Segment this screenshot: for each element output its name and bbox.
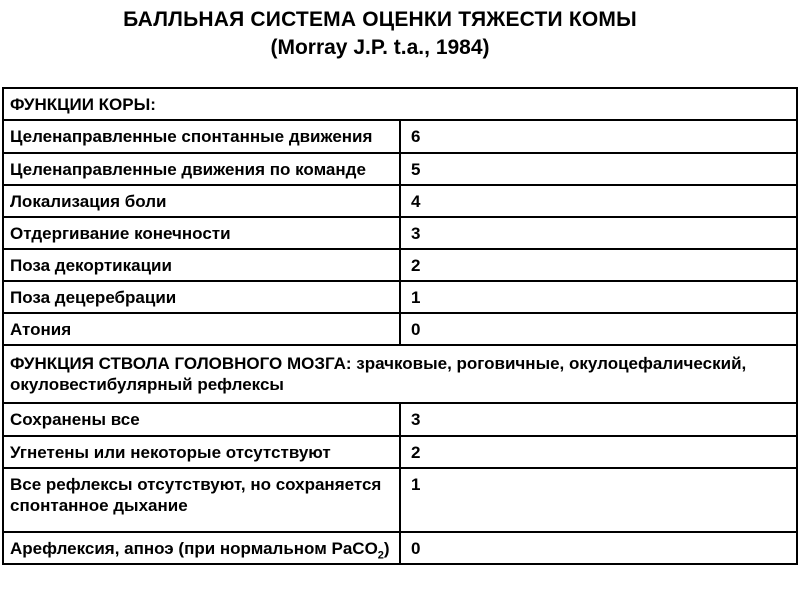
row-score: 6 [400, 120, 797, 153]
section-brainstem-label: ФУНКЦИЯ СТВОЛА ГОЛОВНОГО МОЗГА: зрачковые, роговичные, окулоцефалический, окуловестибулярный рефлексы [3, 345, 797, 403]
row-score: 2 [400, 436, 797, 468]
row-score: 1 [400, 281, 797, 313]
table-section-header [3, 88, 797, 120]
table-section-header [3, 345, 797, 403]
row-label-main: Арефлексия, апноэ (при нормальном PaCO [10, 538, 378, 558]
table-row [3, 468, 797, 532]
table-row [3, 153, 797, 185]
row-label-subscript: 2 [377, 548, 384, 561]
section-cortex-label: ФУНКЦИИ КОРЫ: [3, 88, 797, 120]
table-row [3, 313, 797, 345]
table-row [3, 217, 797, 249]
row-label: Поза декортикации [3, 249, 400, 281]
row-label: Поза децеребрации [3, 281, 400, 313]
title-block [0, 6, 760, 62]
table-row [3, 403, 797, 436]
row-score: 1 [400, 468, 797, 532]
row-label: Атония [3, 313, 400, 345]
page-subtitle: (Morray J.P. t.a., 1984) [270, 36, 490, 59]
table-row [3, 185, 797, 217]
row-label: Сохранены все [3, 403, 400, 436]
row-score: 3 [400, 217, 797, 249]
table-row [3, 120, 797, 153]
row-score: 3 [400, 403, 797, 436]
table-row [3, 249, 797, 281]
table-row [3, 532, 797, 564]
row-label [3, 532, 400, 564]
coma-score-table [2, 87, 798, 565]
table-row [3, 281, 797, 313]
row-label: Отдергивание конечности [3, 217, 400, 249]
row-score: 2 [400, 249, 797, 281]
row-label: Целенаправленные спонтанные движения [3, 120, 400, 153]
row-label-end: ) [383, 538, 390, 558]
row-score: 0 [400, 313, 797, 345]
row-score: 5 [400, 153, 797, 185]
row-score: 0 [400, 532, 797, 564]
row-label: Целенаправленные движения по команде [3, 153, 400, 185]
row-label: Локализация боли [3, 185, 400, 217]
page-title: БАЛЛЬНАЯ СИСТЕМА ОЦЕНКИ ТЯЖЕСТИ КОМЫ [123, 8, 637, 31]
table-row [3, 436, 797, 468]
row-label: Угнетены или некоторые отсутствуют [3, 436, 400, 468]
row-label: Все рефлексы отсутствуют, но сохраняется спонтанное дыхание [3, 468, 400, 532]
row-score: 4 [400, 185, 797, 217]
